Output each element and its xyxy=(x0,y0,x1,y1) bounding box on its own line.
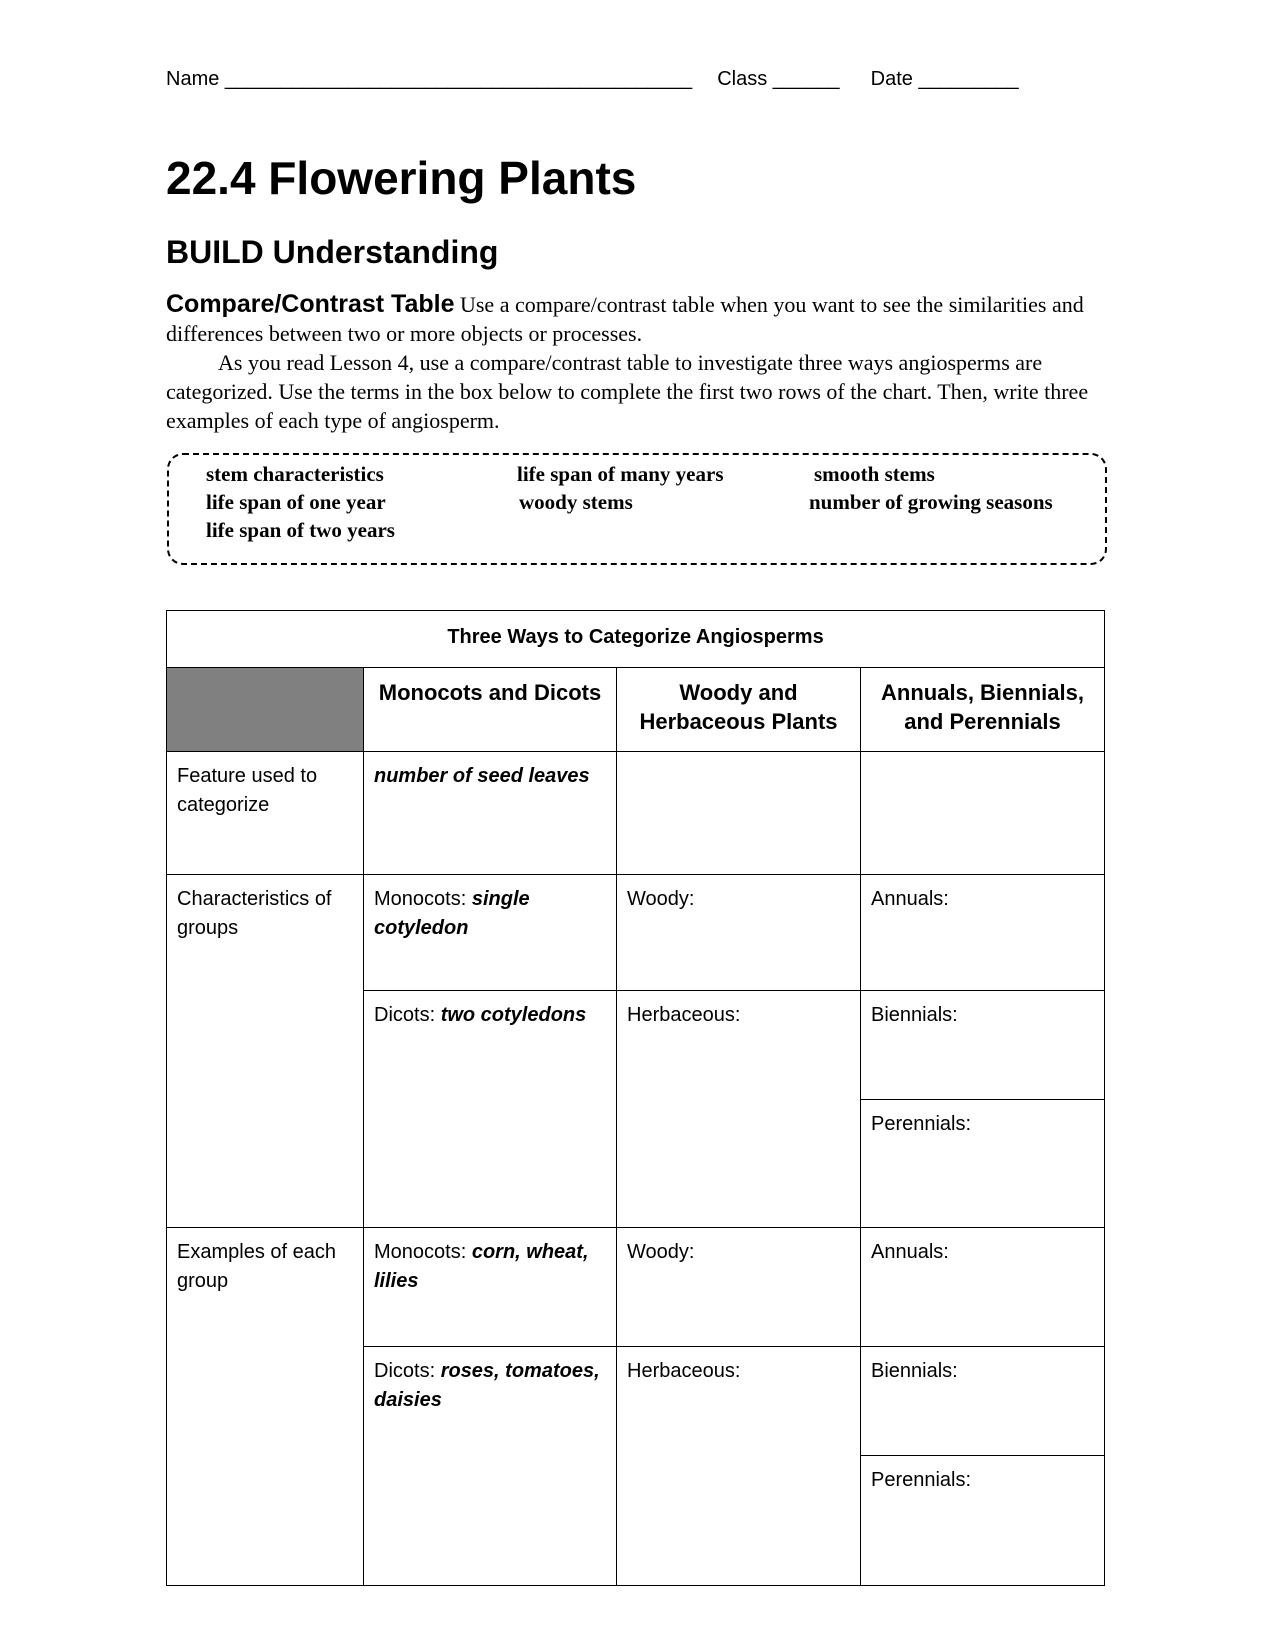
date-blank[interactable]: _________ xyxy=(918,68,1019,90)
word-bank-term: life span of many years xyxy=(517,462,724,486)
characteristics-perennials-cell[interactable]: Perennials: xyxy=(861,1100,1105,1228)
feature-woody-herbaceous-cell[interactable] xyxy=(617,752,861,875)
examples-dicots-cell xyxy=(364,1347,617,1586)
dicots-prefix: Dicots: xyxy=(374,1360,436,1382)
table-caption: Three Ways to Categorize Angiosperms xyxy=(167,611,1105,668)
examples-annuals-cell[interactable]: Annuals: xyxy=(861,1228,1105,1347)
characteristics-annuals-cell[interactable]: Annuals: xyxy=(861,875,1105,991)
class-blank[interactable]: ______ xyxy=(772,68,840,90)
dicots-answer: roses, tomatoes, daisies xyxy=(374,1360,600,1411)
feature-life-span-cell[interactable] xyxy=(861,752,1105,875)
row-label-feature: Feature used to categorize xyxy=(167,752,364,875)
characteristics-monocots-cell xyxy=(364,875,617,991)
column-header-woody-herbaceous: Woody and Herbaceous Plants xyxy=(617,668,861,752)
word-bank-term: woody stems xyxy=(519,490,633,514)
page-title: 22.4 Flowering Plants xyxy=(166,152,637,204)
monocots-prefix: Monocots: xyxy=(374,888,467,910)
row-label-characteristics: Characteristics of groups xyxy=(167,875,364,1228)
header-corner-cell xyxy=(167,668,364,752)
examples-herbaceous-cell[interactable]: Herbaceous: xyxy=(617,1347,861,1586)
word-bank-term: life span of two years xyxy=(206,518,395,542)
characteristics-biennials-cell[interactable]: Biennials: xyxy=(861,991,1105,1100)
word-bank-box xyxy=(167,453,1107,565)
instructions-sentence-1: Use a compare/contrast table when you want to see the similarities and differences between two or more objects or processes. xyxy=(166,292,1084,346)
dicots-prefix: Dicots: xyxy=(374,1004,436,1026)
name-blank[interactable]: __________________________________________ xyxy=(224,68,693,90)
feature-answer: number of seed leaves xyxy=(374,765,590,787)
instructions-paragraph-2: As you read Lesson 4, use a compare/contrast table to investigate three ways angiosperms are categorized. Use the terms in the box below to complete the first two rows of the chart. Then, write three examples of each type of angiosperm. xyxy=(166,350,1089,433)
column-header-life-span: Annuals, Biennials, and Perennials xyxy=(861,668,1105,752)
compare-contrast-table xyxy=(166,610,1105,1586)
name-label: Name xyxy=(166,68,220,90)
row-label-examples: Examples of each group xyxy=(167,1228,364,1586)
student-info-line xyxy=(166,66,1066,92)
word-bank-term: smooth stems xyxy=(814,462,935,486)
monocots-answer: corn, wheat, lilies xyxy=(374,1241,589,1292)
instructions-paragraph-1 xyxy=(166,290,1096,348)
characteristics-woody-cell[interactable]: Woody: xyxy=(617,875,861,991)
word-bank-term: life span of one year xyxy=(206,490,386,514)
characteristics-herbaceous-cell[interactable]: Herbaceous: xyxy=(617,991,861,1228)
compare-contrast-label: Compare/Contrast Table xyxy=(166,290,455,318)
monocots-prefix: Monocots: xyxy=(374,1241,467,1263)
feature-monocots-dicots-cell xyxy=(364,752,617,875)
section-heading: BUILD Understanding xyxy=(166,234,499,270)
word-bank-term: number of growing seasons xyxy=(809,490,1053,514)
date-label: Date xyxy=(870,68,913,90)
monocots-answer: single cotyledon xyxy=(374,888,530,939)
examples-perennials-cell[interactable]: Perennials: xyxy=(861,1456,1105,1586)
examples-biennials-cell[interactable]: Biennials: xyxy=(861,1347,1105,1456)
instructions xyxy=(166,290,1096,435)
examples-monocots-cell xyxy=(364,1228,617,1347)
characteristics-dicots-cell xyxy=(364,991,617,1228)
dicots-answer: two cotyledons xyxy=(440,1004,587,1026)
word-bank-term: stem characteristics xyxy=(206,462,384,486)
column-header-monocots-dicots: Monocots and Dicots xyxy=(364,668,617,752)
examples-woody-cell[interactable]: Woody: xyxy=(617,1228,861,1347)
class-label: Class xyxy=(717,68,768,90)
